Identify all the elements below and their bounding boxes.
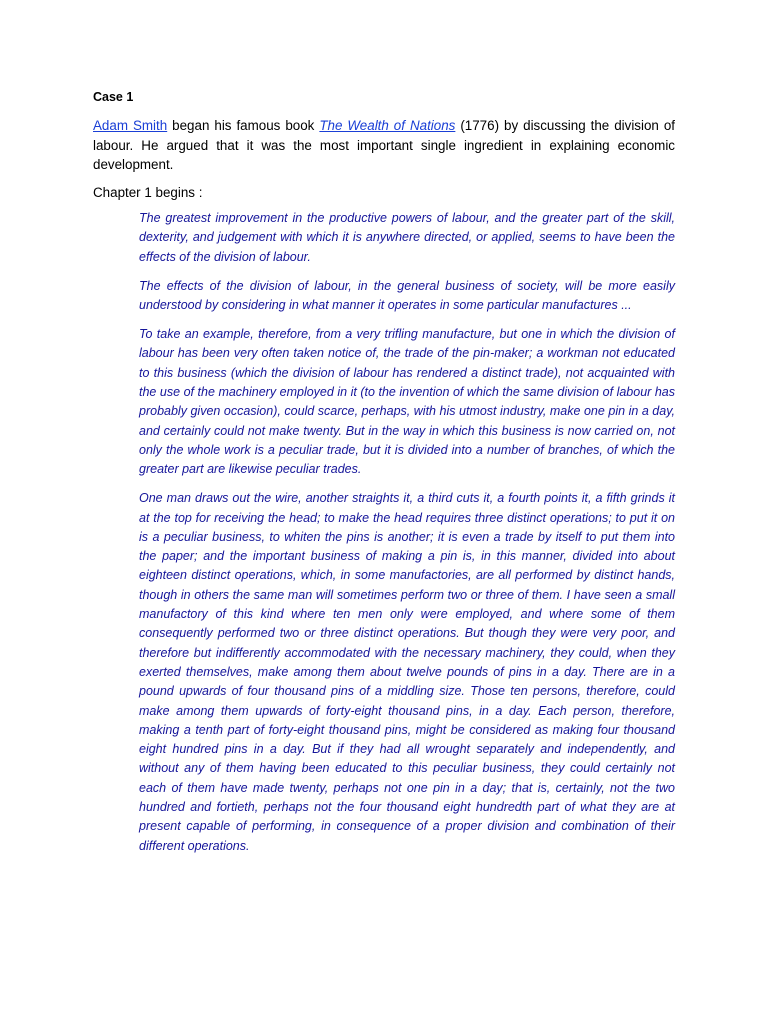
quote-paragraph: To take an example, therefore, from a very trifling manufacture, but one in which the division of labour has been very often taken notice of, the trade of the pin-maker; a workman not educated to this business (which the division of labour has rendered a distinct trade), not acquainted with the use of the machinery employed in it (to the invention of which the same division of labour has probably given occasion), could scarce, perhaps, with his utmost industry, make one pin in a day, and certainly could not make twenty. But in the way in which this business is now carried on, not only the whole work is a peculiar trade, but it is divided into a number of branches, of which the greater part are likewise peculiar trades. — [139, 327, 675, 477]
block-quote — [139, 209, 675, 866]
quote-paragraph: The effects of the division of labour, in the general business of society, will be more easily understood by considering in what manner it operates in some particular manufactures ... — [139, 278, 675, 312]
book-title-link[interactable] — [319, 118, 455, 133]
case-heading: Case 1 — [93, 90, 134, 104]
intro-paragraph — [93, 116, 675, 175]
author-link[interactable]: Adam Smith — [93, 118, 168, 133]
book-title: The Wealth of Nations — [319, 118, 456, 133]
quote-paragraph: One man draws out the wire, another straights it, a third cuts it, a fourth points it, a fifth grinds it at the top for receiving the head; to make the head requires three distinct operations; to put it on is a peculiar business, to whiten the pins is another; it is even a trade by itself to put them into the paper; and the important business of making a pin is, in this manner, divided into about eighteen distinct operations, which, in some manufactories, are all performed by distinct hands, though in others the same man will sometimes perform two or three of them. I have seen a small manufactory of this kind where ten men only were employed, and where some of them consequently performed two or three distinct operations. But though they were very poor, and therefore but indifferently accommodated with the necessary machinery, they could, when they exerted themselves, make among them about twelve pounds of pins in a day. There are in a pound upwards of four thousand pins of a middling size. Those ten persons, therefore, could make among them upwards of forty-eight thousand pins, in a day. Each person, therefore, making a tenth part of forty-eight thousand pins, might be considered as making four thousand eight hundred pins in a day. But if they had all wrought separately and independently, and without any of them having been educated to this peculiar business, they could certainly not each of them have made twenty, perhaps not one pin in a day; that is, certainly, not the two hundred and fortieth, perhaps not the four thousand eight hundredth part of what they are at present capable of performing, in consequence of a proper division and combination of their different operations. — [139, 491, 675, 853]
intro-text-b: (1776) by discussing the division of labour. He argued that it was the most important single ingredient in explaining economic development. — [93, 118, 675, 172]
quote-paragraph: The greatest improvement in the productive powers of labour, and the greater part of the skill, dexterity, and judgement with which it is anywhere directed, or applied, seems to have been the effects of the division of labour. — [139, 211, 675, 264]
chapter-line: Chapter 1 begins : — [93, 185, 203, 200]
intro-text-a: began his famous book — [167, 118, 320, 133]
